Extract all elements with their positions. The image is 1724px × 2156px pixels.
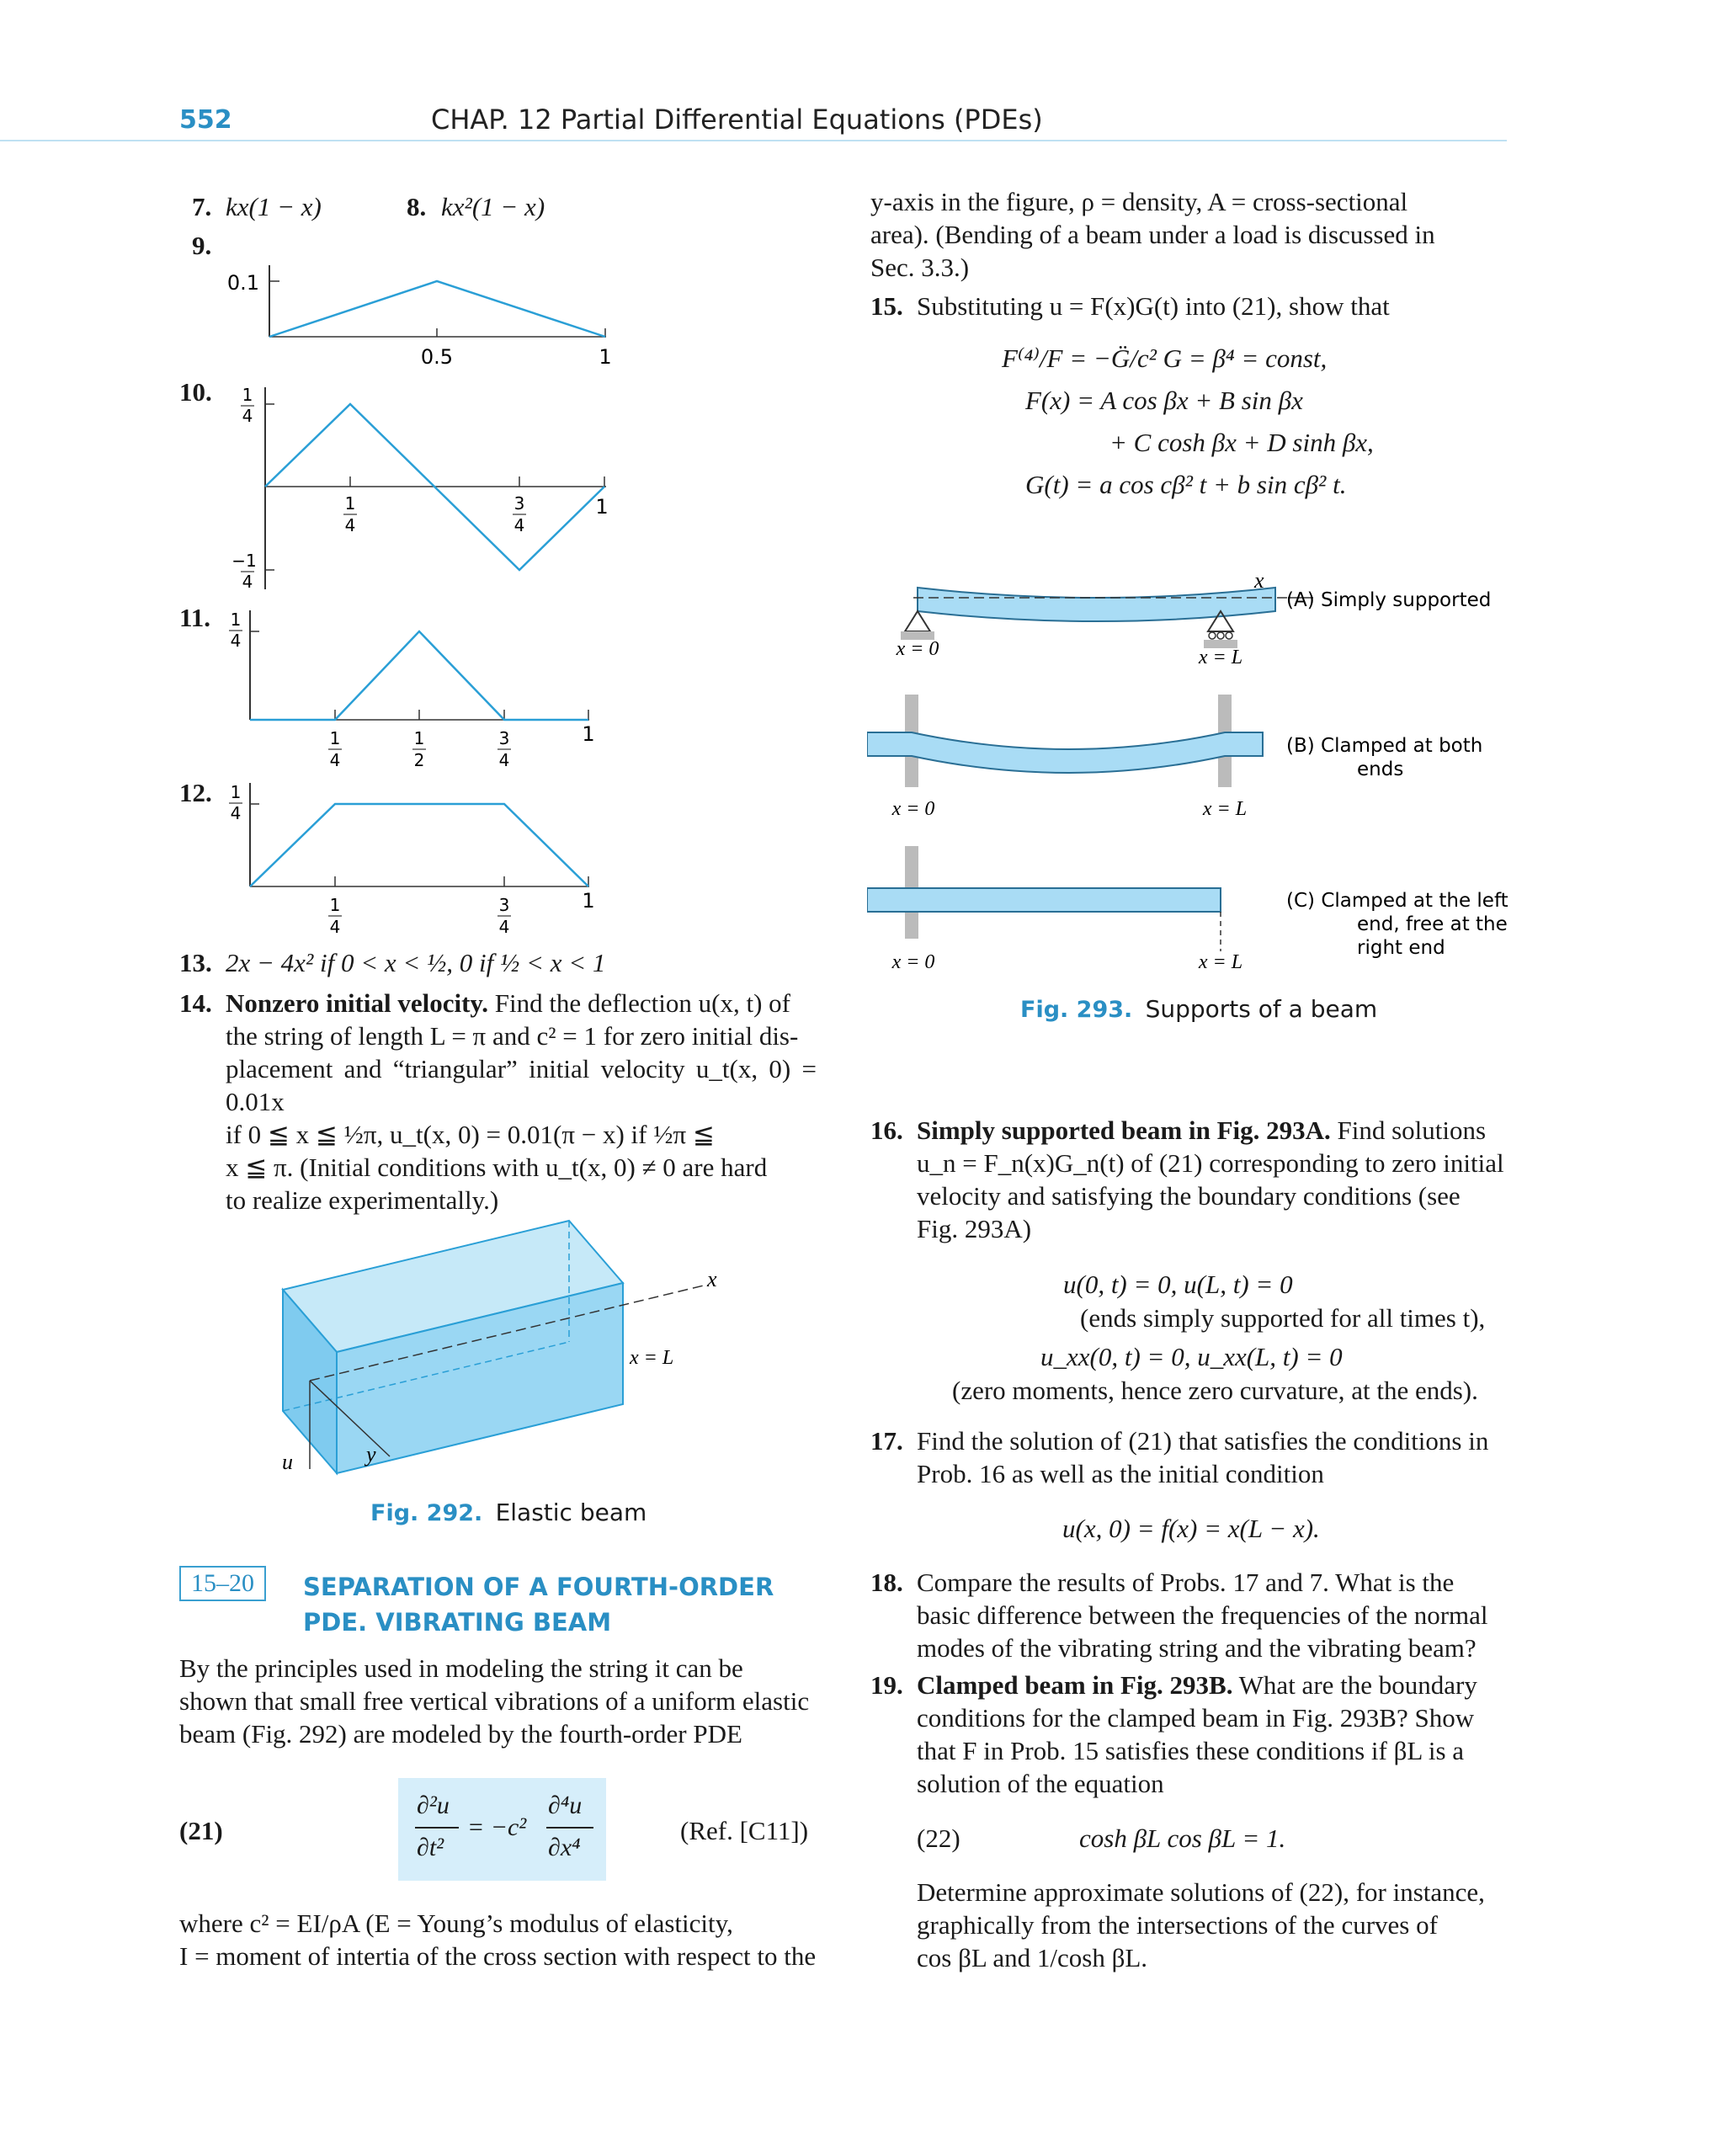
svg-text:1: 1 <box>413 728 425 748</box>
beam-b-clamped-both <box>867 695 1482 820</box>
problem-14-number: 14. <box>179 988 212 1018</box>
svg-text:3: 3 <box>498 895 510 915</box>
problem-14-body: Nonzero initial velocity. Find the deflection u(x, t) of the string of length L = π and c² = 1 for zero initial dis- placement and “triangular” initial velocity u_t(x, 0) = 0.01x if 0 ≦ x ≦ ½π, u_t(x, 0) = 0.01(π − x) if ½π ≦ x ≦ π. (Initial conditions with u_t(x, 0) ≠ 0 are hard to realize experimentally.) <box>226 988 817 1215</box>
svg-text:4: 4 <box>498 750 510 770</box>
problem-16-eq-2: (ends simply supported for all times t), <box>1080 1303 1486 1333</box>
fig-9-y-tick: 0.1 <box>226 271 259 295</box>
eq-21-label: (21) <box>179 1816 223 1845</box>
svg-text:x = 0: x = 0 <box>896 638 939 660</box>
problem-14-title: Nonzero initial velocity. <box>226 988 488 1018</box>
problem-11-number: 11. <box>179 603 211 632</box>
problem-18-body: Compare the results of Probs. 17 and 7. What is the basic difference between the frequencies of the normal modes of the vibrating string and the vibrating beam? <box>917 1568 1488 1663</box>
svg-text:1: 1 <box>242 385 253 405</box>
fig-9-graph <box>219 261 623 379</box>
fig-292-elastic-beam <box>253 1212 758 1490</box>
problem-15-eq-2: F(x) = A cos βx + B sin βx <box>1025 386 1303 415</box>
fig-10-graph <box>219 383 623 598</box>
problem-16-number: 16. <box>870 1115 903 1145</box>
fig-9-x-tick-end: 1 <box>599 345 612 369</box>
problem-9-number: 9. <box>192 231 212 260</box>
page-number: 552 <box>179 105 232 135</box>
svg-text:x = L: x = L <box>1202 798 1248 820</box>
header-rule <box>0 140 1507 141</box>
pin-support-left <box>905 611 930 631</box>
svg-text:4: 4 <box>513 515 525 535</box>
problem-16-body: Simply supported beam in Fig. 293A. Find solutions u_n = F_n(x)G_n(t) of (21) corresponding to zero initial velocity and satisfying the boundary conditions (see Fig. 293A) <box>917 1115 1504 1243</box>
beam-c-cantilever <box>867 846 1508 973</box>
svg-text:x = L: x = L <box>1198 647 1243 668</box>
svg-text:3: 3 <box>498 728 510 748</box>
svg-text:x: x <box>707 1267 717 1291</box>
problem-8-number: 8. <box>407 192 427 221</box>
problem-15-eq-3: + C cosh βx + D sinh βx, <box>1109 428 1374 457</box>
svg-text:2: 2 <box>413 750 425 770</box>
svg-text:4: 4 <box>242 406 253 426</box>
section-title: SEPARATION OF A FOURTH-ORDER PDE. VIBRATING BEAM <box>303 1573 774 1637</box>
svg-text:right end: right end <box>1357 937 1445 959</box>
problem-10-number: 10. <box>179 377 212 407</box>
problem-8-expression: kx²(1 − x) <box>441 192 545 221</box>
problem-17-body: Find the solution of (21) that satisfies the conditions in Prob. 16 as well as the initial condition <box>917 1426 1489 1488</box>
fig-293-caption: Fig. 293. Supports of a beam <box>1020 995 1378 1023</box>
fig-293-beam-supports <box>867 564 1524 985</box>
beam-a-simply-supported <box>896 568 1492 668</box>
problem-19-end: Determine approximate solutions of (22), for instance, graphically from the intersections of the curves of cos βL and 1/cosh βL. <box>917 1877 1485 1972</box>
svg-text:x = L: x = L <box>630 1347 674 1369</box>
svg-text:1: 1 <box>329 895 341 915</box>
problem-15-text: Substituting u = F(x)G(t) into (21), show that <box>917 291 1390 321</box>
svg-text:4: 4 <box>329 917 341 937</box>
svg-text:1: 1 <box>230 610 242 630</box>
svg-text:4: 4 <box>329 750 341 770</box>
problem-12-number: 12. <box>179 778 212 807</box>
where-text: where c² = EI/ρA (E = Young’s modulus of elasticity, I = moment of intertia of the cross section with respect to the <box>179 1908 817 1971</box>
svg-text:1: 1 <box>329 728 341 748</box>
eq-21-box: ∂²u ∂t² = −c² ∂⁴u ∂x⁴ <box>398 1778 606 1881</box>
problem-17-number: 17. <box>870 1426 903 1456</box>
problem-15-number: 15. <box>870 291 903 321</box>
svg-text:x = 0: x = 0 <box>891 951 935 973</box>
eq-21-reference: (Ref. [C11]) <box>680 1816 809 1845</box>
fig-12-curve <box>250 804 588 886</box>
svg-text:x: x <box>1254 568 1264 593</box>
problem-19-title: Clamped beam in Fig. 293B. <box>917 1670 1233 1700</box>
svg-text:4: 4 <box>242 572 253 592</box>
problem-16-eq-1: u(0, t) = 0, u(L, t) = 0 <box>1063 1270 1293 1299</box>
svg-text:y: y <box>366 1442 376 1467</box>
fig-9-x-tick-mid: 0.5 <box>420 345 454 369</box>
fig-292-caption: Fig. 292. Elastic beam <box>370 1499 647 1526</box>
fig-12-graph <box>219 779 623 939</box>
problem-7-expression: kx(1 − x) <box>226 192 322 221</box>
svg-text:(B) Clamped at both: (B) Clamped at both <box>1286 735 1483 757</box>
section-number-box: 15–20 <box>179 1566 266 1601</box>
svg-text:x = L: x = L <box>1198 951 1243 973</box>
svg-text:end, free at the: end, free at the <box>1357 913 1508 935</box>
eq-22: cosh βL cos βL = 1. <box>1079 1823 1286 1853</box>
svg-text:(C) Clamped at the left: (C) Clamped at the left <box>1286 890 1508 912</box>
problem-7-number: 7. <box>192 192 212 221</box>
problem-16-eq-4: (zero moments, hence zero curvature, at the ends). <box>952 1376 1478 1405</box>
problem-18-number: 18. <box>870 1568 903 1597</box>
svg-text:4: 4 <box>498 917 510 937</box>
fig-11-curve <box>250 631 588 720</box>
svg-text:3: 3 <box>513 493 525 514</box>
problem-19-body: Clamped beam in Fig. 293B. What are the boundary conditions for the clamped beam in Fig. 293B? Show that F in Prob. 15 satisfies these conditions if βL is a solution of the equation <box>917 1670 1477 1798</box>
fig-11-graph <box>219 606 623 775</box>
problem-16-eq-3: u_xx(0, t) = 0, u_xx(L, t) = 0 <box>1040 1342 1343 1371</box>
svg-text:1: 1 <box>582 722 595 746</box>
svg-text:1: 1 <box>230 782 242 802</box>
problem-13-expression: 2x − 4x² if 0 < x < ½, 0 if ½ < x < 1 <box>226 948 606 977</box>
svg-text:ends: ends <box>1357 759 1404 780</box>
svg-text:−1: −1 <box>231 551 257 571</box>
chapter-title: CHAP. 12 Partial Differential Equations (PDEs) <box>431 104 1043 136</box>
svg-text:u: u <box>282 1450 293 1474</box>
problem-19-number: 19. <box>870 1670 903 1700</box>
problem-16-title: Simply supported beam in Fig. 293A. <box>917 1115 1331 1145</box>
problem-15-eq-4: G(t) = a cos cβ² t + b sin cβ² t. <box>1025 470 1347 499</box>
svg-text:1: 1 <box>344 493 356 514</box>
problem-13-number: 13. <box>179 948 212 977</box>
problem-15-eq-1: F⁽⁴⁾/F = −G̈/c² G = β⁴ = const, <box>1002 343 1328 373</box>
svg-text:1: 1 <box>582 889 595 913</box>
section-intro: By the principles used in modeling the string it can be shown that small free vertical vibrations of a uniform elastic beam (Fig. 292) are modeled by the fourth-order PDE <box>179 1653 810 1749</box>
svg-text:4: 4 <box>230 803 242 823</box>
problem-17-eq: u(x, 0) = f(x) = x(L − x). <box>1062 1514 1320 1543</box>
svg-text:(A) Simply supported: (A) Simply supported <box>1286 589 1492 611</box>
eq-22-label: (22) <box>917 1823 960 1853</box>
svg-text:x = 0: x = 0 <box>891 798 935 820</box>
continued-text: y-axis in the figure, ρ = density, A = cross-sectional area). (Bending of a beam under a load is discussed in Sec. 3.3.) <box>870 187 1435 282</box>
svg-text:1: 1 <box>595 495 609 519</box>
svg-text:4: 4 <box>344 515 356 535</box>
svg-text:4: 4 <box>230 631 242 651</box>
